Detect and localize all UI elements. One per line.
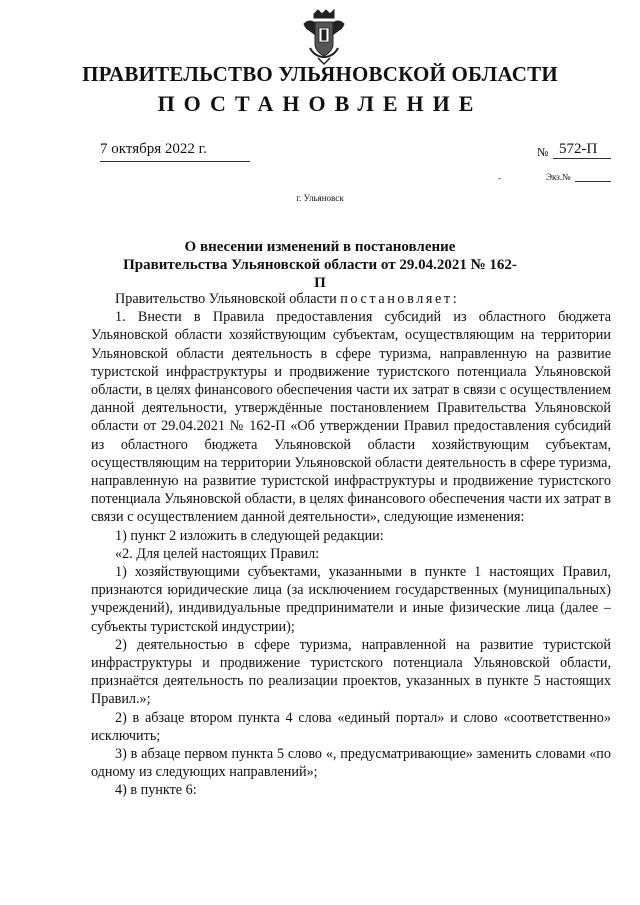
copy-number-underline <box>575 181 611 182</box>
document-date: 7 октября 2022 г. <box>100 141 207 157</box>
copy-number-label: Экз.№ <box>546 172 571 182</box>
paragraph-2: 1) пункт 2 изложить в следующей редакции: <box>115 527 384 544</box>
paragraph-1: 1. Внести в Правила предоставления субсидий из областного бюджета Ульяновской области хозяйствующим субъектам, осуществляющим на территории Ульяновской области деятельность в сфере туризма, направленную на развитие туристской инфраструктуры и продвижение туристского потенциала Ульяновской области, в целях финансового обеспечения части их затрат в связи с осуществлением данной деятельности, утверждённые постановлением Правительства Ульяновской области от 29.04.2021 № 162-П «Об утверждении Правил предоставления субсидий из областного бюджета Ульяновской области хозяйствующим субъектам, осуществляющим на территории Ульяновской области деятельность в сфере туризма, направленную на развитие туристской инфраструктуры и продвижение туристского потенциала Ульяновской области, в целях финансового обеспечения части их затрат в связи с осуществлением данной деятельности», следующие изменения: <box>91 309 611 526</box>
city: г. Ульяновск <box>296 193 344 203</box>
document-title <box>120 238 520 292</box>
paragraph-5: 2) деятельностью в сфере туризма, направленной на развитие туристской инфраструктуры и продвижение туристского потенциала Ульяновской области, признаётся деятельность по реализации проектов, указанных в пункте 5 настоящих Правил.»; <box>91 636 611 708</box>
document-type: ПОСТАНОВЛЕНИЕ <box>157 91 483 116</box>
coat-of-arms-icon <box>300 8 348 66</box>
intro-text: Правительство Ульяновской области <box>115 291 341 307</box>
organization-name: ПРАВИТЕЛЬСТВО УЛЬЯНОВСКОЙ ОБЛАСТИ <box>82 62 558 86</box>
title-line-1: О внесении изменений в постановление <box>184 239 456 255</box>
paragraph-6: 2) в абзаце втором пункта 4 слова «единый портал» и слово «соответственно» исключить; <box>91 709 611 744</box>
intro-resolves: постановляет <box>340 291 453 307</box>
number-underline <box>553 158 611 159</box>
intro-colon: : <box>452 291 457 307</box>
document-number: 572-П <box>559 141 598 157</box>
paragraph-8: 4) в пункте 6: <box>115 782 197 799</box>
date-underline <box>100 161 250 162</box>
paragraph-3: «2. Для целей настоящих Правил: <box>115 545 320 562</box>
intro-paragraph <box>91 290 611 308</box>
paragraph-7: 3) в абзаце первом пункта 5 слово «, предусматривающие» заменить словами «по одному из следующих направлений»; <box>91 746 611 781</box>
paragraph-4: 1) хозяйствующими субъектами, указанными в пункте 1 настоящих Правил, признаются юридические лица (за исключением государственных (муниципальных) учреждений), индивидуальные предприниматели и иные физические лица (далее – субъекты туристской индустрии); <box>91 564 611 635</box>
document-body <box>91 290 611 800</box>
number-prefix: № <box>537 145 549 159</box>
dash-mark: - <box>498 173 501 183</box>
title-line-2: Правительства Ульяновской области от 29.04.2021 № 162-П <box>123 257 517 291</box>
